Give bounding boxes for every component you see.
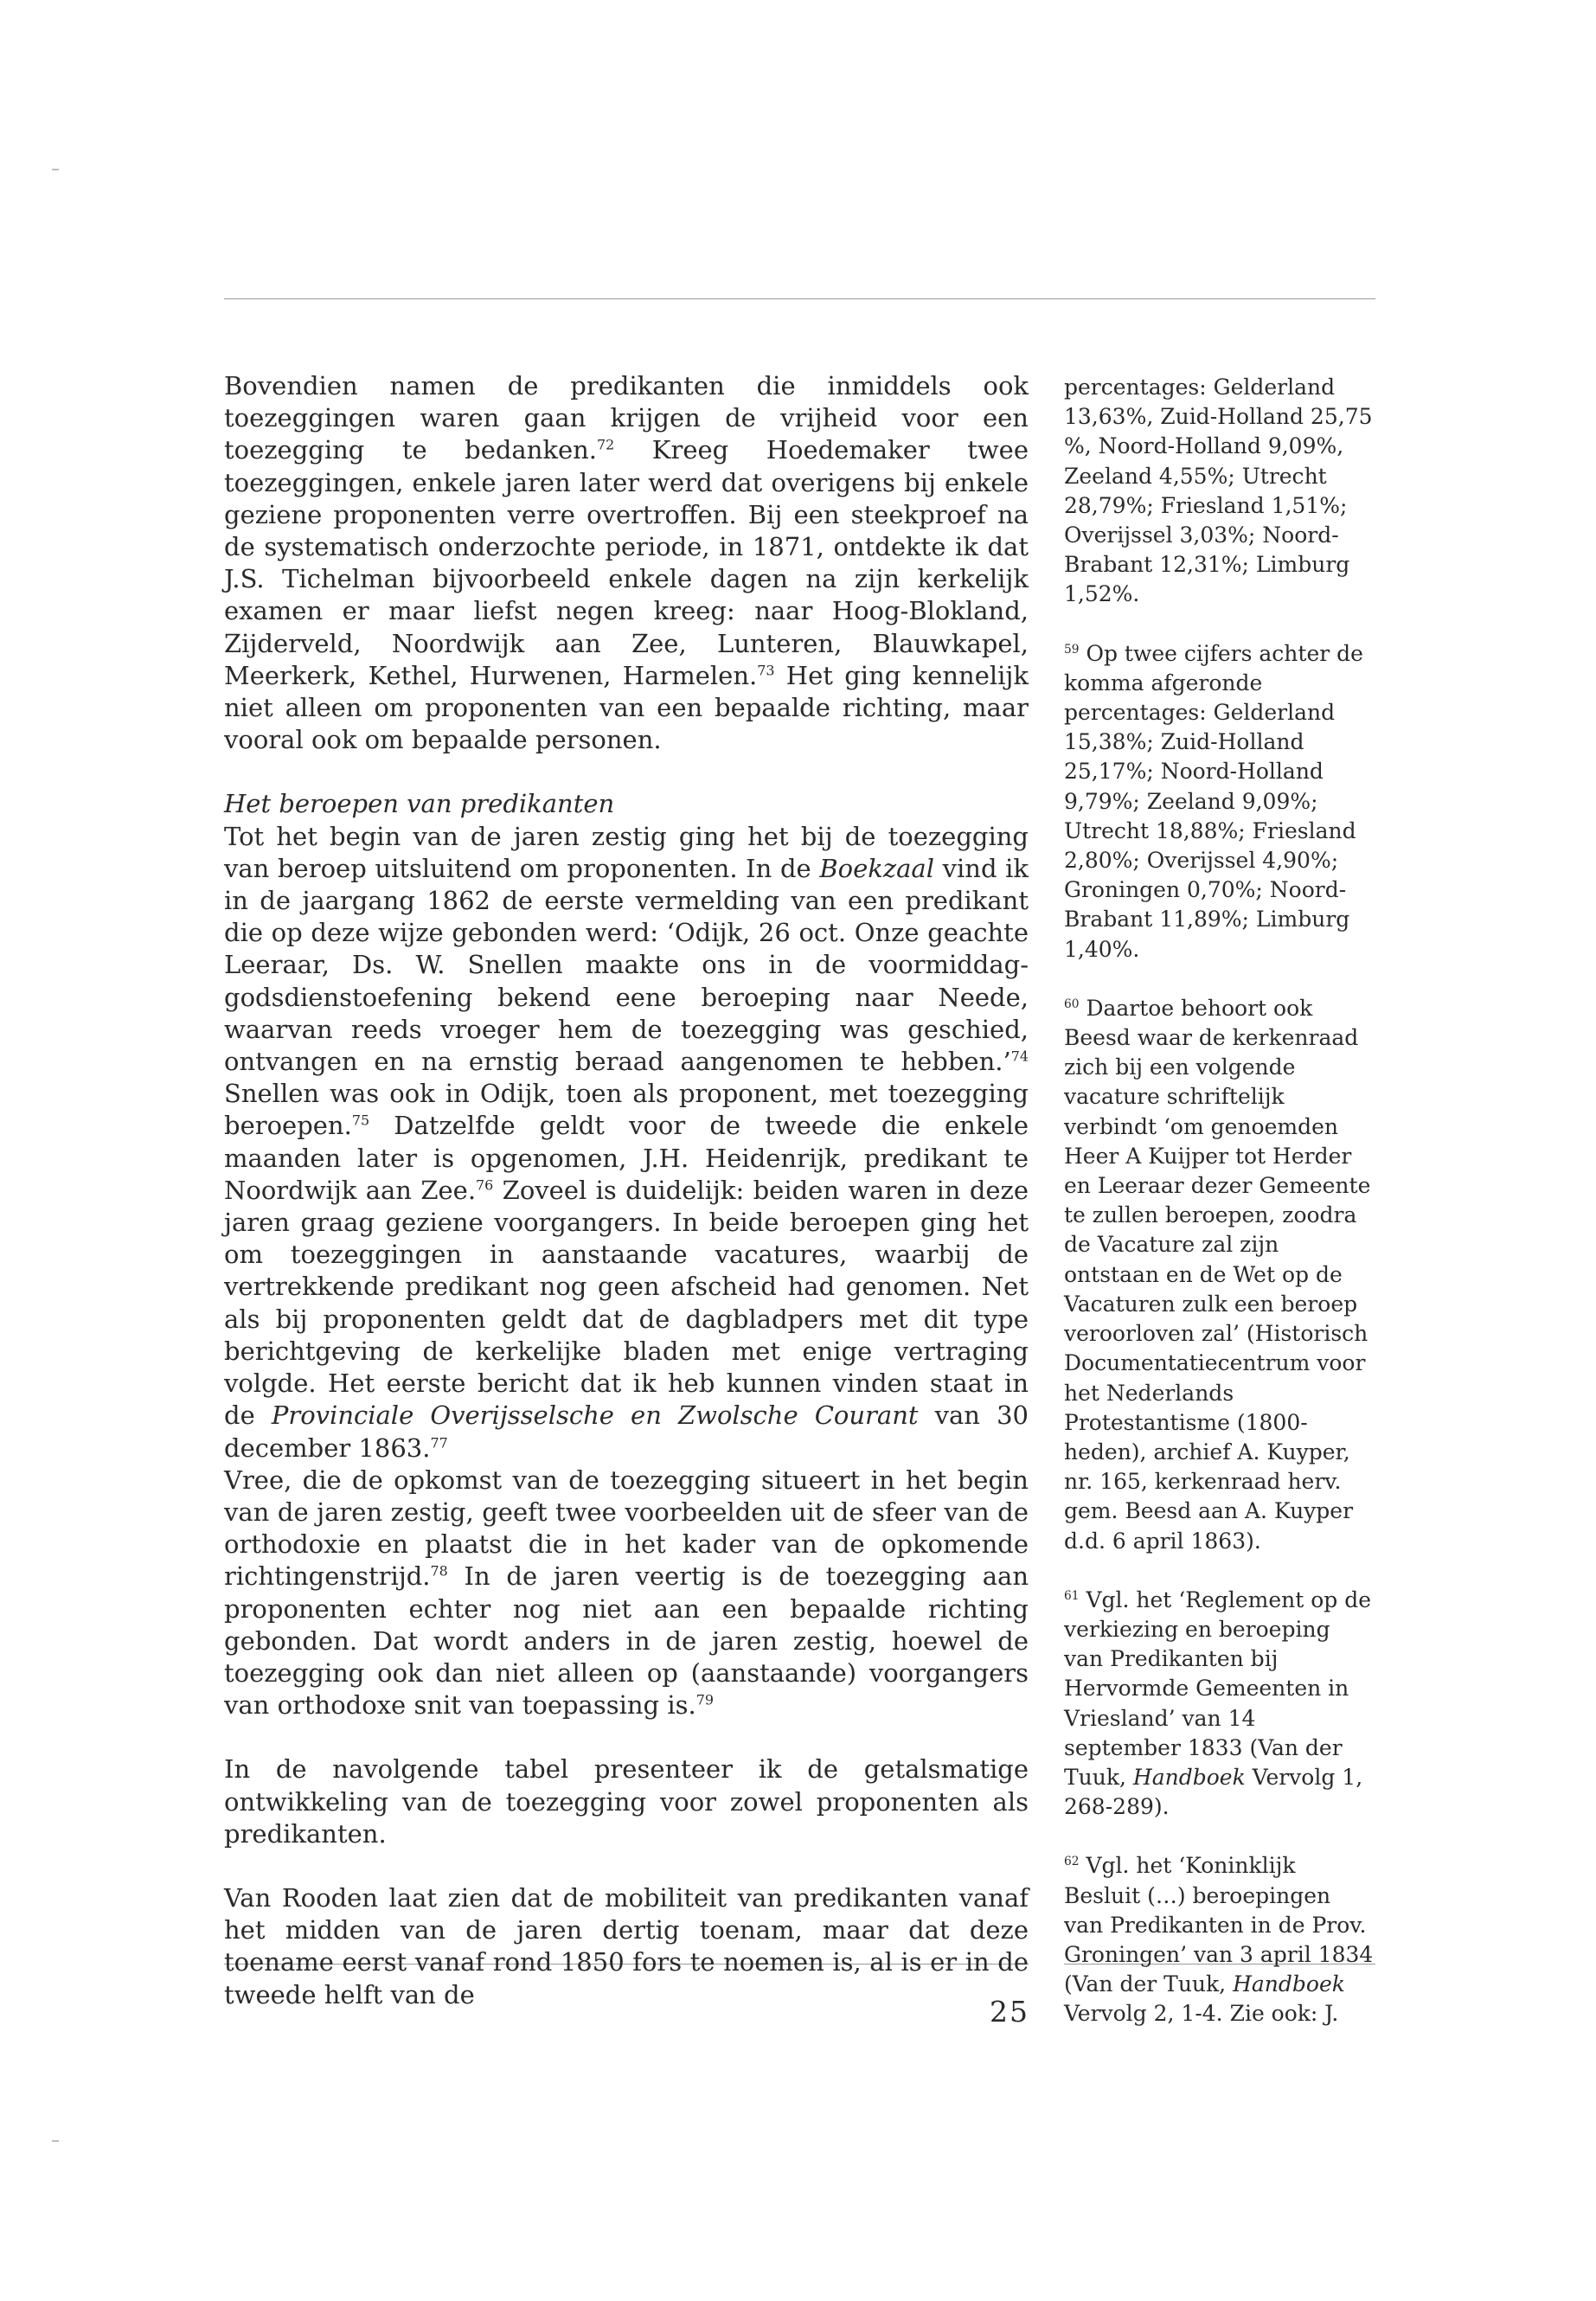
footnote-ref-76[interactable]: 76 — [476, 1176, 494, 1194]
paragraph-3: Vree, die de opkomst van de toezegging situeert in het begin van de jaren zestig, geeft twee voorbeelden uit de sfeer van de orthodoxie en plaatst die in het kader van de opkomende richtingenstrijd.$^{78}$ In de jaren veertig is de toezegging aan proponenten echter nog niet aan een bepaalde richting gebonden. Dat wordt anders in de jaren zestig, hoewel de toezegging ook dan niet alleen op (aanstaande) voorgangers van orthodoxe snit van toepassing is.$^{79}$ — [224, 1465, 1029, 1721]
footnotes-column — [1064, 373, 1375, 2059]
crop-mark-bottom-left — [52, 2140, 59, 2142]
main-text-column — [224, 370, 1029, 2011]
crop-mark-top-left — [52, 169, 59, 170]
footnote-ref-74[interactable]: 74 — [1010, 1048, 1029, 1065]
footnote-ref-75[interactable]: 75 — [351, 1112, 370, 1130]
paragraph-4: In de navolgende tabel presenteer ik de getalsmatige ontwikkeling van de toezegging voor zowel proponenten als predikanten. — [224, 1754, 1029, 1849]
footnote-ref-78[interactable]: 78 — [430, 1562, 448, 1580]
top-rule — [224, 298, 1375, 299]
section-heading: Het beroepen van predikanten — [224, 789, 615, 819]
footnote-ref-79[interactable]: 79 — [695, 1691, 714, 1708]
footnote-60: $^{60}$ Daartoe behoort ook Beesd waar de kerkenraad zich bij een volgende vacature schriftelijk verbindt ‘om genoemden Heer A Kuijper tot Herder en Leeraar dezer Gemeente te zullen beroepen, zoodra de Vacature zal zijn ontstaan en de Wet op de Vacaturen zulk een beroep veroorloven zal’ (Historisch Documentatiecentrum voor het Nederlands Protestantisme (1800-heden), archief A. Kuyper, nr. 165, kerkenraad herv. gem. Beesd aan A. Kuyper d.d. 6 april 1863). — [1064, 995, 1371, 1554]
paragraph-1: Bovendien namen de predikanten die inmiddels ook toezeggingen waren gaan krijgen de vrijheid voor een toezegging te bedanken.$^{72}$ Kreeg Hoedemaker twee toezeggingen, enkele jaren later werd dat overigens bij enkele geziene proponenten verre overtroffen. Bij een steekproef na de systematisch onderzochte periode, in 1871, ontdekte ik dat J.S. Tichelman bijvoorbeeld enkele dagen na zijn kerkelijk examen er maar liefst negen kreeg: naar Hoog-Blokland, Zijderveld, Noordwijk aan Zee, Lunteren, Blauwkapel, Meerkerk, Kethel, Hurwenen, Harmelen.$^{73}$ Het ging kennelijk niet alleen om proponenten van een bepaalde richting, maar vooral ook om bepaalde personen. — [224, 371, 1029, 755]
paragraph-2: Tot het begin van de jaren zestig ging het bij de toezegging van beroep uitsluitend om proponenten. In de Boekzaal vind ik in de jaargang 1862 de eerste vermelding van een predikant die op deze wijze gebonden werd: ‘Odijk, 26 oct. Onze geachte Leeraar, Ds. W. Snellen maakte ons in de voormiddag-godsdienstoefening bekend eene beroeping naar Neede, waarvan reeds vroeger hem de toezegging was geschied, ontvangen en na ernstig beraad aangenomen te hebben.’$^{74}$ Snellen was ook in Odijk, toen als proponent, met toezegging beroepen.$^{75}$ Datzelfde geldt voor de tweede die enkele maanden later is opgenomen, J.H. Heidenrijk, predikant te Noordwijk aan Zee.$^{76}$ Zoveel is duidelijk: beiden waren in deze jaren graag geziene voorgangers. In beide beroepen ging het om toezeggingen in aanstaande vacatures, waarbij de vertrekkende predikant nog geen afscheid had genomen. Net als bij proponenten geldt dat de dagbladpers met dit type berichtgeving de kerkelijke bladen met enige vertraging volgde. Het eerste bericht dat ik heb kunnen vinden staat in de Provinciale Overijsselsche en Zwolsche Courant van 30 december 1863.77 — [224, 821, 1029, 1463]
paragraph-5: Van Rooden laat zien dat de mobiliteit van predikanten vanaf het midden van de jaren dertig toenam, maar dat deze toename eerst vanaf rond 1850 fors te noemen is, al is er in de tweede helft van de — [224, 1882, 1029, 2009]
footnote-61: $^{61}$ Vgl. het ‘Reglement op de verkiezing en beroeping van Predikanten bij Hervormde Gemeenten in Vriesland’ van 14 september 1833 (Van der Tuuk, Handboek Vervolg 1, 268-289). — [1064, 1586, 1372, 1820]
footnote-ref-77[interactable]: 77 — [430, 1434, 448, 1452]
page-number: 25 — [990, 1995, 1029, 2029]
footnote-62: $^{62}$ Vgl. het ‘Koninklijk Besluit (…) beroepingen van Predikanten in de Prov. Groningen’ van 3 april 1834 (Van der Tuuk, Handboek Vervolg 2, 1-4. Zie ook: J. — [1064, 1853, 1374, 2027]
footnote-ref-72[interactable]: 72 — [597, 437, 615, 454]
footnote-58-continued: percentages: Gelderland 13,63%, Zuid-Holland 25,75 %, Noord-Holland 9,09%, Zeeland 4,55%; Utrecht 28,79%; Friesland 1,51%; Overijssel 3,03%; Noord-Brabant 12,31%; Limburg 1,52%. — [1064, 375, 1373, 607]
footnote-59: $^{59}$ Op twee cijfers achter de komma afgeronde percentages: Gelderland 15,38%; Zuid-Holland 25,17%; Noord-Holland 9,79%; Zeeland 9,09%; Utrecht 18,88%; Friesland 2,80%; Overijssel 4,90%; Groningen 0,70%; Noord-Brabant 11,89%; Limburg 1,40%. — [1064, 640, 1363, 962]
footnote-ref-73[interactable]: 73 — [757, 662, 775, 679]
